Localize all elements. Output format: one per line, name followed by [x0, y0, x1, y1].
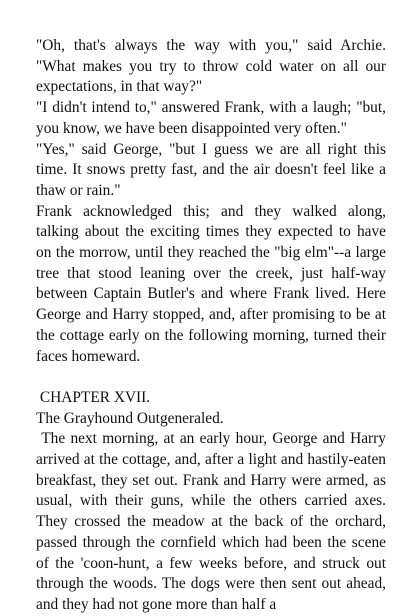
chapter-heading-text: CHAPTER XVII. — [39, 388, 151, 406]
paragraph-george-reply: "Yes," said George, "but I guess we are all right this time. It snows pretty fast, and the air doesn't feel like a thaw or rain." — [36, 140, 386, 199]
chapter-heading — [36, 388, 386, 409]
book-page — [36, 36, 386, 616]
paragraph-next-morning-text: The next morning, at an early hour, George and Harry arrived at the cottage, and, after a light and hastily-eaten breakfast, they set out. Frank and Harry were armed, as usual, with their guns, while the others carried axes. They crossed the meadow at the back of the orchard, passed through the cornfield which had been the scene of the 'coon-hunt, a few weeks before, and struck out through the woods. The dogs were then sent out ahead, and they had not gone more than half a — [36, 430, 386, 613]
chapter-title: The Grayhound Outgeneraled. — [36, 409, 224, 427]
chapter-spacer — [36, 367, 386, 388]
paragraph-next-morning — [36, 429, 386, 615]
paragraph-big-elm: Frank acknowledged this; and they walked along, talking about the exciting times they expected to have on the morrow, until they reached the "big elm"--a large tree that stood leaning over the creek, just half-way between Captain Butler's and where Frank lived. Here George and Harry stopped, and, after promising to be at the cottage early on the following morning, turned their faces homeward. — [36, 202, 386, 365]
paragraph-frank-reply: "I didn't intend to," answered Frank, with a laugh; "but, you know, we have been disappointed very often." — [36, 99, 386, 137]
paragraph-archie-quote: "Oh, that's always the way with you," said Archie. "What makes you try to throw cold water on all our expectations, in that way?" — [36, 37, 386, 96]
